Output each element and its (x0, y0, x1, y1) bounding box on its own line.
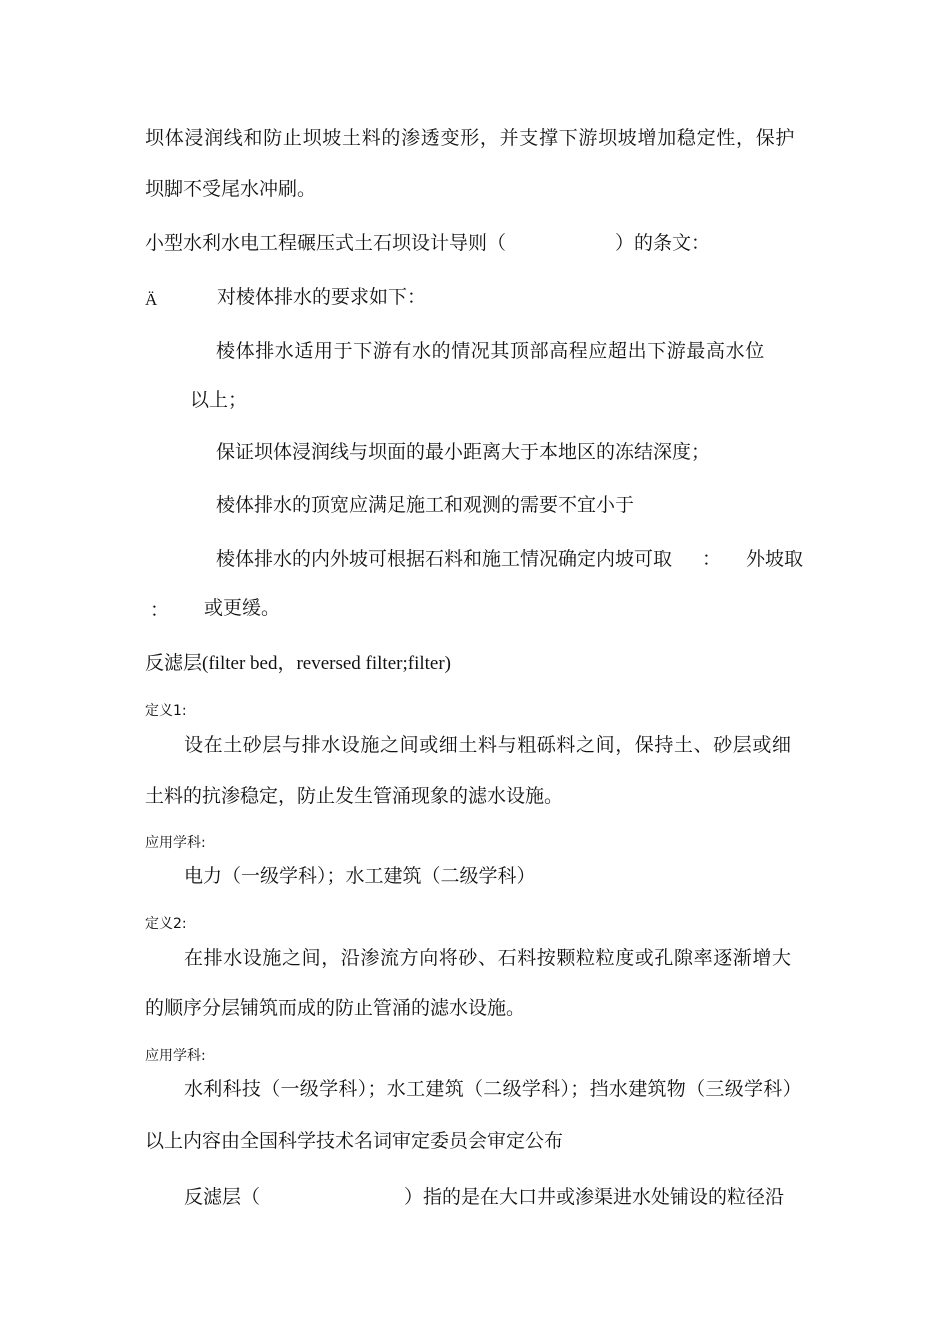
definition-line: 在排水设施之间，沿渗流方向将砂、石料按颗粒粒度或孔隙率逐渐增大 (184, 947, 792, 969)
colon-mark: ： (150, 599, 170, 621)
requirement-line: 棱体排水的顶宽应满足施工和观测的需要不宜小于 (216, 494, 635, 516)
subject-label: 应用学科: (145, 1048, 206, 1064)
definition-line: 的顺序分层铺筑而成的防止管涌的滤水设施。 (145, 997, 526, 1019)
colon-mark: ： (702, 548, 722, 570)
paragraph-line: 坝体浸润线和防止坝坡土料的渗透变形，并支撑下游坝坡增加稳定性，保护 (145, 127, 796, 149)
definition-label: 定义2: (145, 916, 187, 932)
requirement-line: 外坡取 (746, 548, 804, 570)
requirement-line: 或更缓。 (204, 597, 281, 619)
term-zh: 反滤层 (145, 652, 203, 674)
definition-line: 土料的抗渗稳定，防止发生管涌现象的滤水设施。 (145, 785, 564, 807)
subject-text: 水利科技（一级学科）；水工建筑（二级学科）；挡水建筑物（三级学科） (184, 1078, 802, 1100)
subject-text: 电力（一级学科）；水工建筑（二级学科） (184, 865, 536, 887)
definition-line: 设在土砂层与排水设施之间或细土料与粗砾料之间，保持土、砂层或细 (184, 734, 792, 756)
requirement-line: 保证坝体浸润线与坝面的最小距离大于本地区的冻结深度； (216, 441, 711, 463)
paragraph-line: 坝脚不受尾水冲刷。 (145, 178, 317, 200)
paragraph-line: 反滤层（ (184, 1186, 261, 1208)
definition-label: 定义1: (145, 703, 187, 719)
requirement-line: 棱体排水适用于下游有水的情况其顶部高程应超出下游最高水位 (216, 340, 765, 362)
requirement-line: 棱体排水的内外坡可根据石料和施工情况确定内坡可取 (216, 548, 673, 570)
bullet-mark: Ä (145, 290, 158, 309)
term-en: (filter bed，reversed filter;filter) (202, 653, 452, 674)
requirement-line: 以上； (190, 389, 248, 411)
paragraph-line: ）指的是在大口井或渗渠进水处铺设的粒径沿 (404, 1186, 785, 1208)
bullet-text: 对棱体排水的要求如下： (217, 286, 427, 308)
guide-title: 小型水利水电工程碾压式土石坝设计导则（ (145, 232, 507, 254)
term-heading (145, 651, 451, 676)
publish-note: 以上内容由全国科学技术名词审定委员会审定公布 (145, 1130, 564, 1152)
guide-title-end: ）的条文： (615, 232, 711, 254)
subject-label: 应用学科: (145, 835, 206, 851)
